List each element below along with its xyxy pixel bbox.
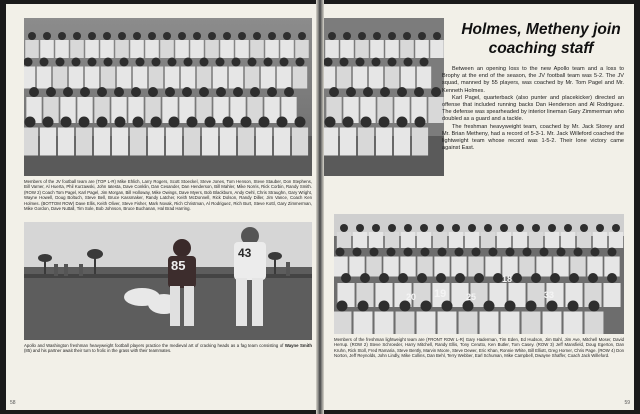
article-headline: Holmes, Metheny join coaching staff (461, 21, 621, 57)
jv-team-photo (24, 18, 312, 176)
right-page (324, 4, 634, 410)
jersey-18: 18 (502, 274, 513, 284)
jv-team-photo-continued (324, 18, 444, 176)
story-paragraph: Between an opening loss to the new Apollo team and a loss to Brophy at the end of the season, the JV football team was 5-2. The JV squad, manned by 55 players, was coached by Mr. Tom Pagel and Mr. Kenneth Holmes. (442, 66, 624, 94)
jersey-19: 19 (434, 288, 447, 300)
page-number-right: 59 (624, 400, 630, 406)
jv-team-caption: Members of the JV football team are (TOP L-R) Mike Ehlich, Larry Rogers, Scott Stoeckel, Steve Jones, Tom Henson, Steve Stauber, Don Stephens, Bill Varner, Al Huerta, Phil Kurzawski, John Iatesta, Dave Conklin, Dan Cesander, Dan Henderson, Bill Mahler, Mike Norris, Rick Corbin, Randy Smith. (ROW 2) Coach Tom Pagel, Karl Pagel, Jim Morgan, Bill Holloway, Mike Owings, Dave Myers, Bob Blackburn, Andy Oehl, Chris Straughn, Gary Wright, Wayne Howell, Doug Boltuch, Steve Bell, Bruce Kassmaker, Randy Latcher, Keith McDonnell, Rick Dolson, Randy Diller, Jim Vance, Coach Ken Holmes. (BOTTOM ROW) Dave Ellis, Keith Oliver, Steve Fisher, Mark Novak, Rich Christman, Al Rodriguez, Rich Burt, Steve Kottl, Gary Zimmerman, Mike Gordon, Dave Nuttall, Tim Sole, Bob Johnson, Bruce Buchanan, Hal Brad Harring. (24, 179, 312, 212)
jersey-20: 20 (406, 292, 417, 302)
jersey-85: 85 (171, 258, 186, 273)
practice-action-photo (24, 222, 312, 340)
binding-gutter (316, 0, 324, 414)
story-paragraph: Karl Pagel, quarterback (also punter and placekicker) directed an offense that included running backs Dan Henderson and Al Rodriguez. The defense was spearheaded by interior lineman Gary Zimmerman who doubled as a guard and a tackle. (442, 94, 624, 123)
jersey-33: 33 (544, 290, 555, 300)
jersey-25: 25 (466, 292, 477, 302)
freshman-lightweight-photo (334, 214, 624, 334)
left-page (6, 4, 316, 410)
story-paragraph: The freshman heavyweight team, coached by Mr. Jack Storey and Mr. Brian Metheny, had a record of 5-3-1. Mr. Jack Willeford coached the lightweight team whose record was 1-5-2. Their lone victory came against East. (442, 123, 624, 152)
article-body (442, 66, 624, 152)
page-number-left: 58 (10, 400, 16, 406)
freshman-lightweight-caption: Members of the freshman lightweight team are (FRONT ROW L-R) Gary Haderman, Tim Eden, Ed Hudson, Jim Bahl, Jim Ave, Mitchell Moser, David Herrup. (ROW 2) Steve Schroeder, Harry Mitchell, Randy Ellis, Tony Cerutto, Ken Butler, Tom Casey. (ROW 3) Jeff Mansfield, Doug Egerton, Dan Kruhn, Rick Stoll, Fred Ramaria, Steve Bently, Marvin Moore, Steve Dewer, Eric Khan, Ronnie White, Bill Elliott, Greg Horner, Chris Page. (ROW 4) Don Norton, Jeff Reynolds, John Lindly, Mike Collins, Dan Behl, Terry Webber, Earl Schuman, Mike Campbell, Dwayne Shaffer, Coach Jack Willeford. (334, 337, 624, 359)
practice-caption: Apollo and Washington freshman heavyweight football players practice the medieval art of cracking heads as a fag team consisting of Wayne Smith (85) and his partner await their turn to frolic in the grass with their teammates. (24, 343, 312, 354)
jersey-43: 43 (238, 246, 252, 260)
